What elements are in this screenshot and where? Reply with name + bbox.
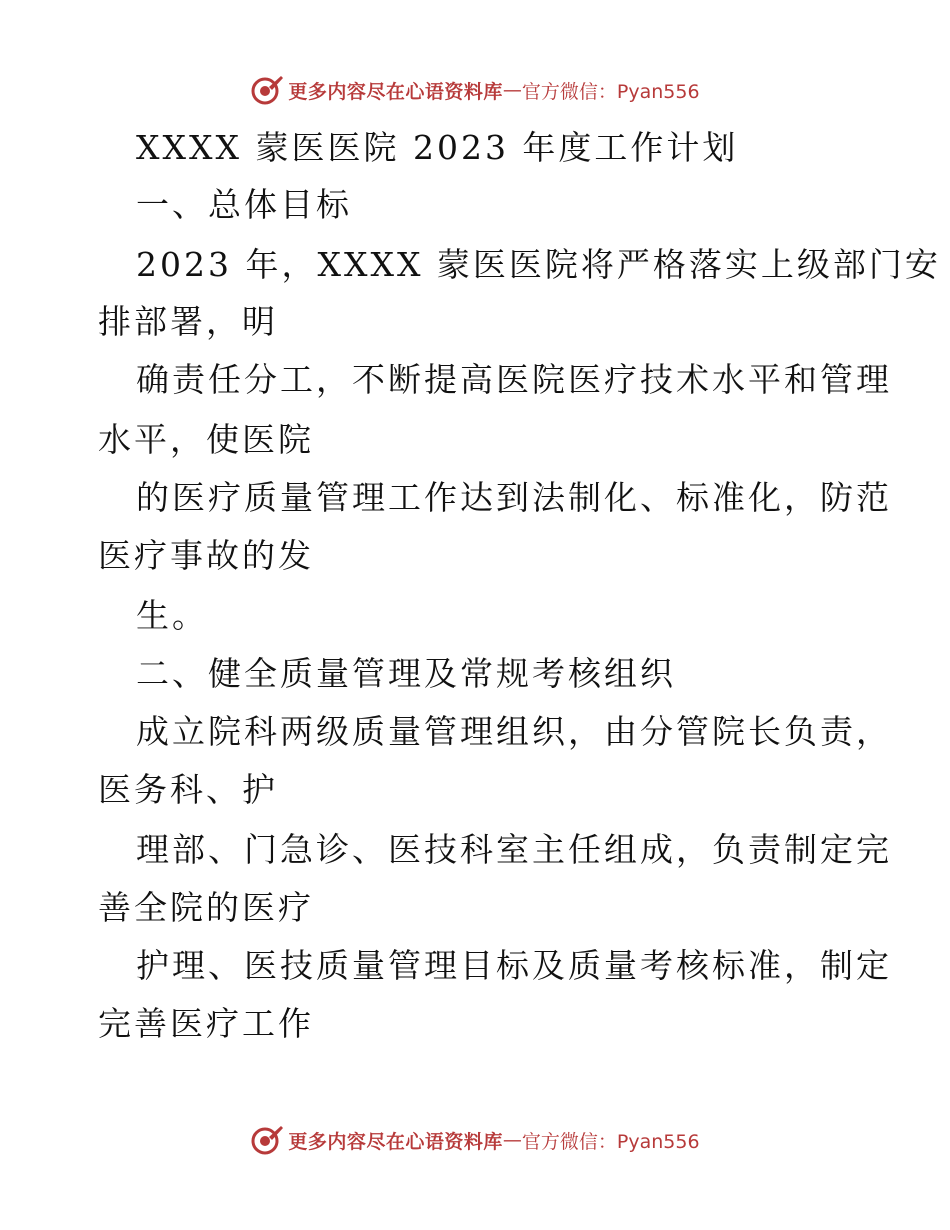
paragraph-line: 护理、医技质量管理目标及质量考核标准，制定	[136, 946, 892, 985]
banner-text: 更多内容尽在心语资料库	[288, 80, 503, 103]
section-heading: 一、总体目标	[136, 185, 352, 224]
paragraph-line: 成立院科两级质量管理组织，由分管院长负责，	[136, 712, 892, 751]
pen-logo-icon	[250, 1123, 284, 1157]
paragraph-line: 善全院的医疗	[98, 888, 314, 927]
paragraph-line: 生。	[136, 596, 208, 635]
banner-text: 更多内容尽在心语资料库	[288, 1130, 503, 1153]
banner-account: 官方微信：Pyan556	[521, 80, 700, 103]
banner-dash: —	[502, 1129, 522, 1151]
paragraph-line: 医疗事故的发	[98, 536, 314, 575]
paragraph-line: 确责任分工，不断提高医院医疗技术水平和管理	[136, 360, 892, 399]
paragraph-line: 完善医疗工作	[98, 1004, 314, 1043]
paragraph-line: 理部、门急诊、医技科室主任组成，负责制定完	[136, 830, 892, 869]
paragraph-line: 医务科、护	[98, 770, 278, 809]
paragraph-line: 2023 年，XXXX 蒙医医院将严格落实上级部门安	[136, 245, 941, 284]
paragraph-line: 排部署，明	[98, 302, 278, 341]
pen-logo-icon	[250, 73, 284, 107]
paragraph-line: 水平，使医院	[98, 420, 314, 459]
document-title: XXXX 蒙医医院 2023 年度工作计划	[136, 128, 739, 167]
section-heading: 二、健全质量管理及常规考核组织	[136, 654, 676, 693]
header-banner	[0, 70, 950, 110]
footer-banner	[0, 1120, 950, 1160]
banner-dash: —	[502, 79, 522, 101]
paragraph-line: 的医疗质量管理工作达到法制化、标准化，防范	[136, 478, 892, 517]
banner-account: 官方微信：Pyan556	[521, 1130, 700, 1153]
